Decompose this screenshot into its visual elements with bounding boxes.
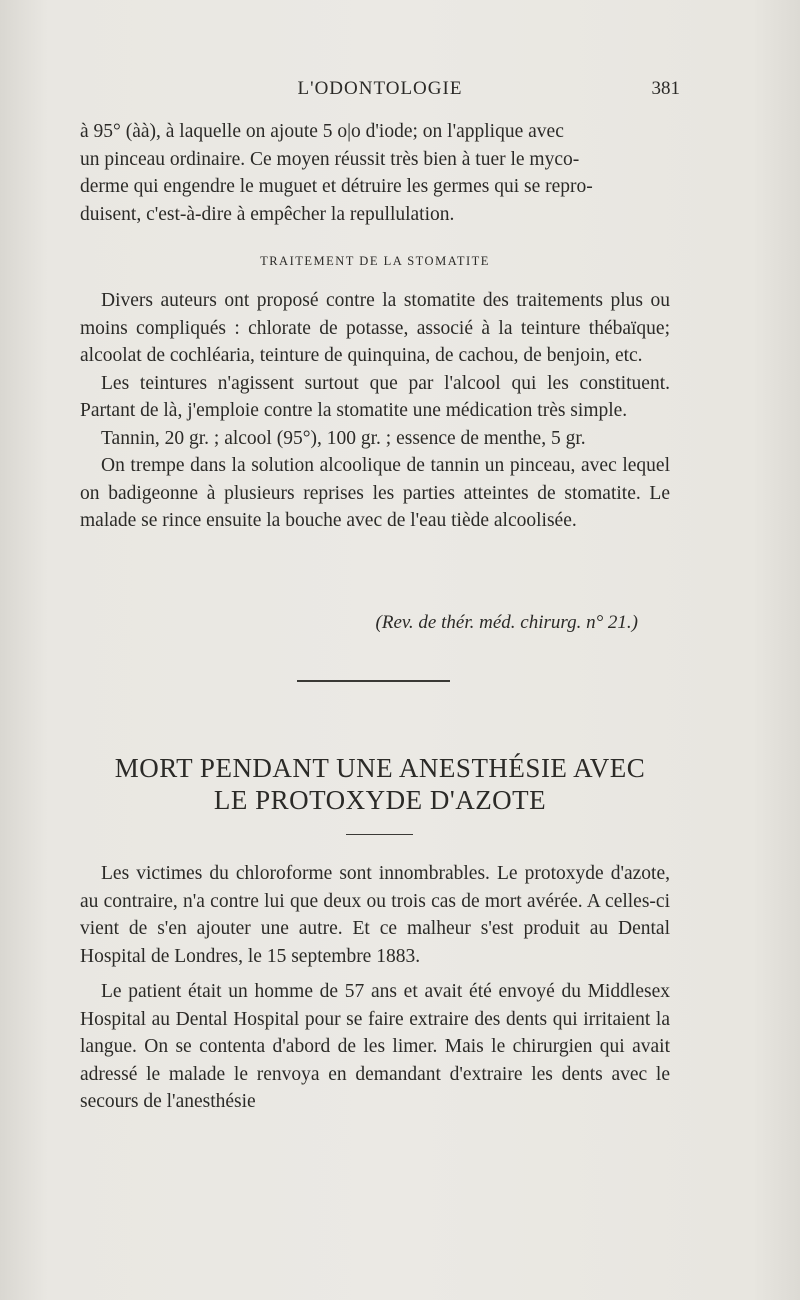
section-heading: TRAITEMENT DE LA STOMATITE [260,254,490,268]
text-line: duisent, c'est-à-dire à empêcher la repullulation. [80,203,455,225]
paragraph: Divers auteurs ont proposé contre la stomatite des traitements plus ou moins compliqués : chlorate de potasse, associé à la teinture thébaïque; alcoolat de cochléaria, teinture de quinquina, de cachou, de benjoin, etc. [80,290,670,366]
stomatitis-section [80,287,670,535]
text-line: un pinceau ordinaire. Ce moyen réussit très bien à tuer le myco- [80,148,580,170]
citation: (Rev. de thér. méd. chirurg. n° 21.) [375,612,638,633]
paragraph: Les teintures n'agissent surtout que par l'alcool qui les constituent. Partant de là, j'emploie contre la stomatite une médication très simple. [80,372,670,421]
text-line: derme qui engendre le muguet et détruire les germes qui se repro- [80,176,593,197]
section-divider [297,680,450,682]
continued-paragraph [80,118,670,228]
article-title-line: MORT PENDANT UNE ANESTHÉSIE AVEC [114,753,646,783]
article-body [80,860,670,1116]
title-divider [346,834,413,835]
article-title [80,752,680,816]
paragraph: On trempe dans la solution alcoolique de tannin un pinceau, avec lequel on badigeonne à plusieurs reprises les parties atteintes de stomatite. Le malade se rince ensuite la bouche avec de l'eau tiède alcoolisée. [80,455,670,531]
text-line: à 95° (àà), à laquelle on ajoute 5 o|o d'iode; on l'applique avec [80,121,564,142]
paragraph: Le patient était un homme de 57 ans et avait été envoyé du Middlesex Hospital au Dental Hospital pour se faire extraire des dents qui irritaient la langue. On se contenta d'abord de les limer. Mais le chirurgien qui avait adressé le malade le renvoya en demandant d'extraire les dents avec le secours de l'anesthésie [80,981,670,1112]
running-title: L'ODONTOLOGIE [297,78,463,99]
article-title-line: LE PROTOXYDE D'AZOTE [213,785,547,815]
page-header [80,78,680,108]
paragraph: Tannin, 20 gr. ; alcool (95°), 100 gr. ; essence de menthe, 5 gr. [101,427,586,449]
paragraph: Les victimes du chloroforme sont innombrables. Le protoxyde d'azote, au contraire, n'a contre lui que deux ou trois cas de mort avérée. A celles-ci vient de s'en ajouter une autre. Et ce malheur s'est produit au Dental Hospital de Londres, le 15 septembre 1883. [80,863,670,967]
page-number: 381 [651,78,680,99]
